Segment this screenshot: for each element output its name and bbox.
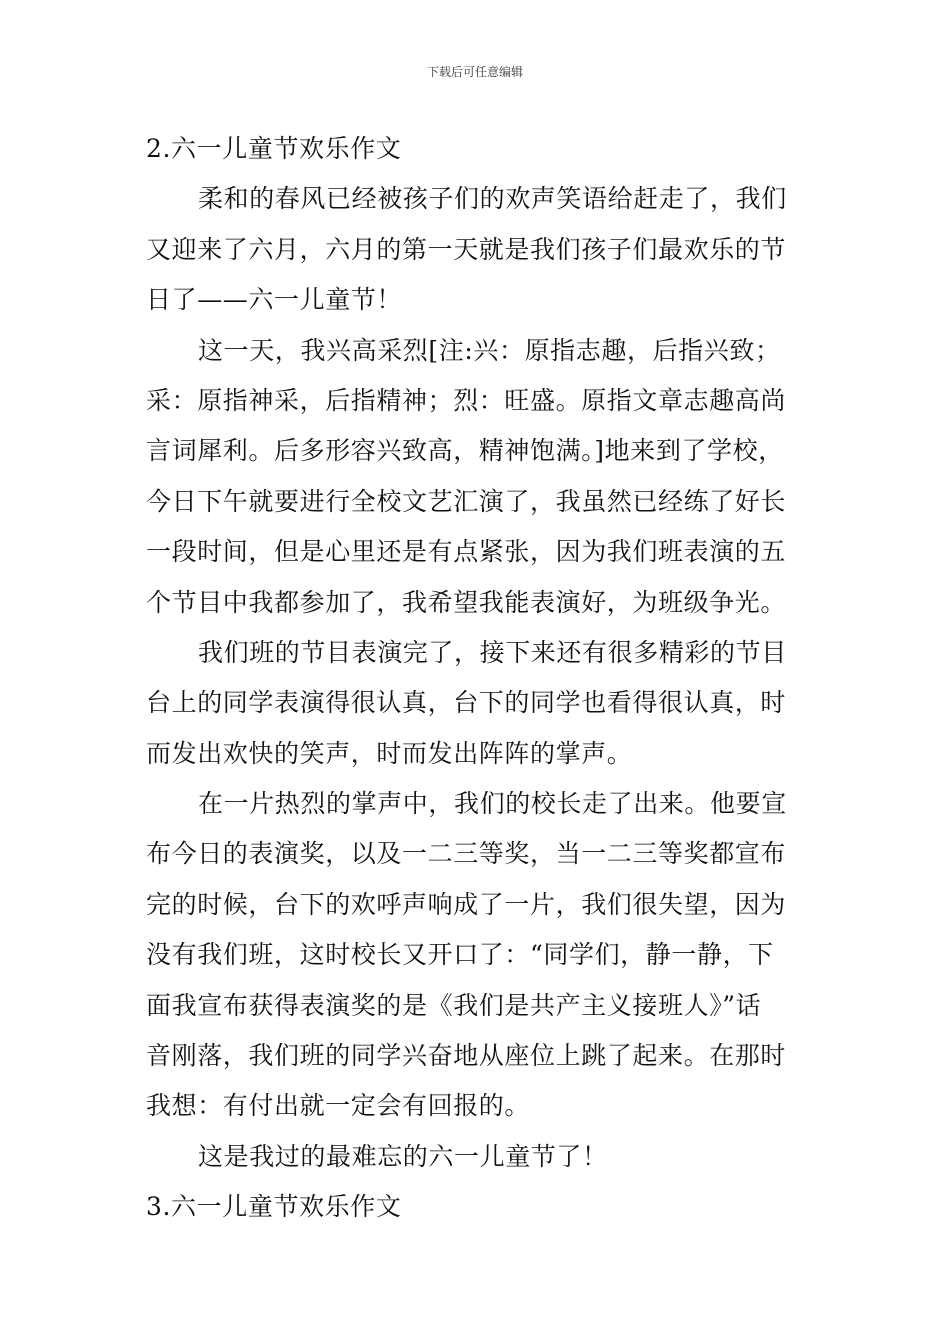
text-line: 而发出欢快的笑声，时而发出阵阵的掌声。 bbox=[146, 738, 633, 768]
text-line: 个节目中我都参加了，我希望我能表演好，为班级争光。 bbox=[146, 587, 787, 617]
text-line: 一段时间，但是心里还是有点紧张，因为我们班表演的五 bbox=[146, 537, 787, 567]
text-line: 音刚落，我们班的同学兴奋地从座位上跳了起来。在那时 bbox=[146, 1041, 787, 1071]
text-line: 柔和的春风已经被孩子们的欢声笑语给赶走了，我们 bbox=[198, 184, 787, 214]
text-line: 完的时候，台下的欢呼声响成了一片，我们很失望，因为 bbox=[146, 889, 787, 919]
text-line: 采：原指神采，后指精神；烈：旺盛。原指文章志趣高尚 bbox=[146, 385, 787, 415]
text-line: 日了——六一儿童节！ bbox=[146, 285, 403, 315]
text-line: 我想：有付出就一定会有回报的。 bbox=[146, 1091, 531, 1121]
section-heading: 2.六一儿童节欢乐作文 bbox=[146, 134, 402, 163]
text-line: 我们班的节目表演完了，接下来还有很多精彩的节目 bbox=[198, 637, 787, 667]
text-line: 这是我过的最难忘的六一儿童节了！ bbox=[198, 1141, 608, 1171]
text-line: 台上的同学表演得很认真，台下的同学也看得很认真，时 bbox=[146, 688, 787, 718]
text-line: 没有我们班，这时校长又开口了：“同学们，静一静，下 bbox=[146, 940, 774, 970]
text-line: 言词犀利。后多形容兴致高，精神饱满。]地来到了学校， bbox=[146, 436, 784, 466]
section-heading: 3.六一儿童节欢乐作文 bbox=[146, 1192, 402, 1222]
document-body bbox=[146, 124, 810, 1233]
text-line: 布今日的表演奖，以及一二三等奖，当一二三等奖都宣布 bbox=[146, 839, 787, 869]
page-header-note: 下载后可任意编辑 bbox=[426, 65, 523, 79]
text-line: 在一片热烈的掌声中，我们的校长走了出来。他要宣 bbox=[198, 789, 787, 819]
text-line: 这一天，我兴高采烈[注:兴：原指志趣，后指兴致； bbox=[198, 335, 781, 365]
text-line: 今日下午就要进行全校文艺汇演了，我虽然已经练了好长 bbox=[146, 486, 787, 516]
text-line: 又迎来了六月，六月的第一天就是我们孩子们最欢乐的节 bbox=[146, 234, 787, 264]
text-line: 面我宣布获得表演奖的是《我们是共产主义接班人》”话 bbox=[146, 990, 762, 1020]
